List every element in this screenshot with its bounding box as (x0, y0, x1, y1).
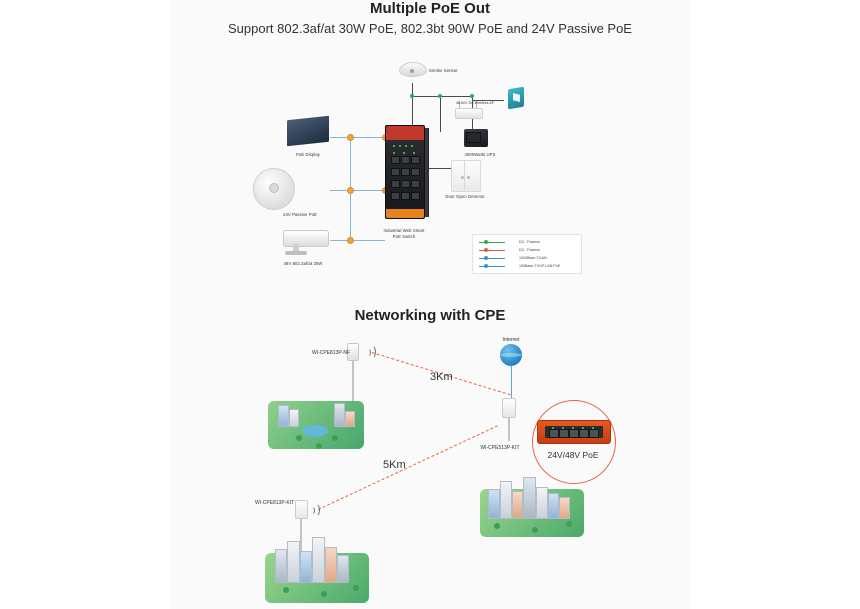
building (512, 491, 523, 519)
smoke-sensor-led (410, 69, 414, 73)
switch-port (391, 192, 400, 200)
mini-switch-port (579, 429, 589, 438)
ip-camera-label: 48V 802.3af/at 30W (283, 261, 323, 266)
switch-port (391, 168, 400, 176)
switch-led (413, 152, 415, 154)
building (523, 477, 536, 519)
switch-led (405, 145, 407, 147)
switch-led (411, 145, 413, 147)
wire-ap-drop (440, 96, 441, 132)
section-multiple-poe-out (0, 0, 860, 285)
legend-label-2: 1000Base-T/LAN (519, 256, 547, 260)
switch-led (393, 145, 395, 147)
building (300, 551, 312, 583)
legend-line-0 (479, 242, 505, 243)
island-pond (302, 425, 328, 437)
legend-label-1: DC : Passive (519, 248, 540, 252)
tree-icon (566, 521, 572, 527)
mini-switch-led (582, 427, 584, 429)
section1-background (170, 0, 690, 285)
cpe-bottom-label: WI-CPE813P-KIT (255, 500, 295, 506)
wire-camera-to-switch (350, 240, 385, 241)
switch-port (411, 156, 420, 164)
door-knob-icon (461, 176, 464, 179)
ups-panel (466, 132, 481, 143)
mini-switch-port (549, 429, 559, 438)
junction-dot-camera (347, 237, 354, 244)
building (287, 541, 300, 583)
mini-switch-port (589, 429, 599, 438)
switch-label-line2: PoE Switch (392, 234, 416, 239)
mini-switch-port (569, 429, 579, 438)
wireless-ap-label: 48-60V DC Wireless AP (456, 101, 495, 105)
dish-feed-horn (269, 183, 279, 193)
building (488, 489, 500, 519)
cpe-center-label: WI-CPE513P-KIT (480, 445, 520, 451)
building (278, 405, 289, 427)
mini-poe-switch (537, 420, 611, 444)
page-subtitle-poe-standards: Support 802.3af/at 30W PoE, 802.3bt 90W PoE and 24V Passive PoE (228, 21, 632, 36)
mini-switch-led (572, 427, 574, 429)
internet-globe-icon (500, 344, 522, 366)
building (334, 403, 345, 427)
wave-arc (364, 348, 371, 357)
wire-top-bus (412, 96, 472, 97)
building (312, 537, 325, 583)
passive-poe-label: 24V Passive PoE (283, 212, 317, 217)
door-detector-body (451, 160, 481, 192)
legend-line-1 (479, 250, 505, 251)
building (289, 409, 299, 427)
poe-display-screen (287, 116, 329, 146)
city-island-top-left (266, 391, 370, 459)
switch-led (399, 145, 401, 147)
smoke-sensor-label: Smoke Sensor (429, 68, 458, 73)
poe-display-label: PoE Display (296, 152, 320, 157)
camera-body (283, 230, 329, 247)
wire-display-to-switch (330, 137, 385, 138)
mini-switch-led (552, 427, 554, 429)
legend-box (472, 234, 582, 274)
switch-bottom-bar (386, 209, 424, 218)
tree-icon (353, 585, 359, 591)
switch-port (411, 180, 420, 188)
switch-port (401, 168, 410, 176)
switch-port (401, 156, 410, 164)
building (337, 555, 349, 583)
page-title-multiple-poe-out: Multiple PoE Out (370, 0, 490, 17)
door-detector-label: Door Open Detector (445, 194, 485, 199)
building (275, 549, 287, 583)
wireless-ap-device (455, 108, 483, 119)
distance-5km-label: 5Km (383, 459, 406, 471)
tree-icon (296, 435, 302, 441)
switch-port (401, 192, 410, 200)
globe-band (500, 353, 522, 357)
junction-dot-dish (347, 187, 354, 194)
legend-label-3: 100Base-TX/1P LAN PoE (519, 264, 561, 268)
building (559, 497, 570, 519)
mini-switch-faceplate (545, 426, 603, 438)
cpe-bottom-device (295, 500, 308, 519)
tree-icon (321, 591, 327, 597)
tree-icon (532, 527, 538, 533)
ups-label: 4000Watts UPS (464, 152, 496, 157)
legend-label-0: DC : Passive (519, 240, 540, 244)
tree-icon (332, 435, 338, 441)
door-knob-icon (467, 176, 470, 179)
legend-dot-3 (484, 264, 488, 268)
industrial-poe-switch (385, 125, 425, 219)
mini-switch-port (559, 429, 569, 438)
mini-switch-led (592, 427, 594, 429)
switch-port (411, 192, 420, 200)
distance-3km-label: 3Km (430, 371, 453, 383)
switch-led (393, 152, 395, 154)
mini-switch-led (562, 427, 564, 429)
ups-device (464, 129, 488, 147)
teal-terminal-device (508, 88, 524, 108)
legend-dot-1 (484, 248, 488, 252)
smoke-sensor-device (399, 62, 427, 77)
poe-callout-label: 24V/48V PoE (547, 450, 599, 460)
switch-led (403, 152, 405, 154)
cpe-top-label: WI-CPE813P-NF (312, 350, 351, 356)
switch-port (411, 168, 420, 176)
green-node-ups (470, 94, 474, 98)
legend-dot-0 (484, 240, 488, 244)
switch-port (391, 180, 400, 188)
building (345, 411, 355, 427)
ip-camera-device (283, 230, 329, 247)
legend-line-3 (479, 266, 505, 267)
switch-label-line1: Industrial Web Smart (383, 228, 425, 233)
door-open-detector-device (451, 160, 481, 192)
ap-body (455, 108, 483, 119)
wave-arc (308, 506, 315, 515)
internet-label: Internet (502, 337, 520, 343)
wire-dish-to-switch (350, 190, 385, 191)
green-node-top (410, 94, 414, 98)
tree-icon (316, 443, 322, 449)
poe-display-device (287, 118, 329, 144)
camera-base (285, 251, 307, 255)
building (548, 493, 559, 519)
switch-port (391, 156, 400, 164)
door-detector-seam (464, 160, 465, 190)
cpe-center-device (502, 398, 516, 418)
wire-door-detector (425, 168, 453, 169)
switch-port (401, 180, 410, 188)
green-node-ap (438, 94, 442, 98)
legend-line-2 (479, 258, 505, 259)
building (325, 547, 337, 583)
tree-icon (494, 523, 500, 529)
building (536, 487, 548, 519)
junction-dot-display (347, 134, 354, 141)
switch-top-bar (386, 126, 424, 140)
legend-dot-2 (484, 256, 488, 260)
city-bottom-left (263, 523, 373, 609)
wire-smoke-vertical (412, 83, 413, 125)
page-title-networking-with-cpe: Networking with CPE (354, 307, 506, 324)
passive-poe-dish-device (253, 168, 295, 210)
section-networking-with-cpe (0, 285, 860, 609)
tree-icon (283, 587, 289, 593)
building (500, 481, 512, 519)
